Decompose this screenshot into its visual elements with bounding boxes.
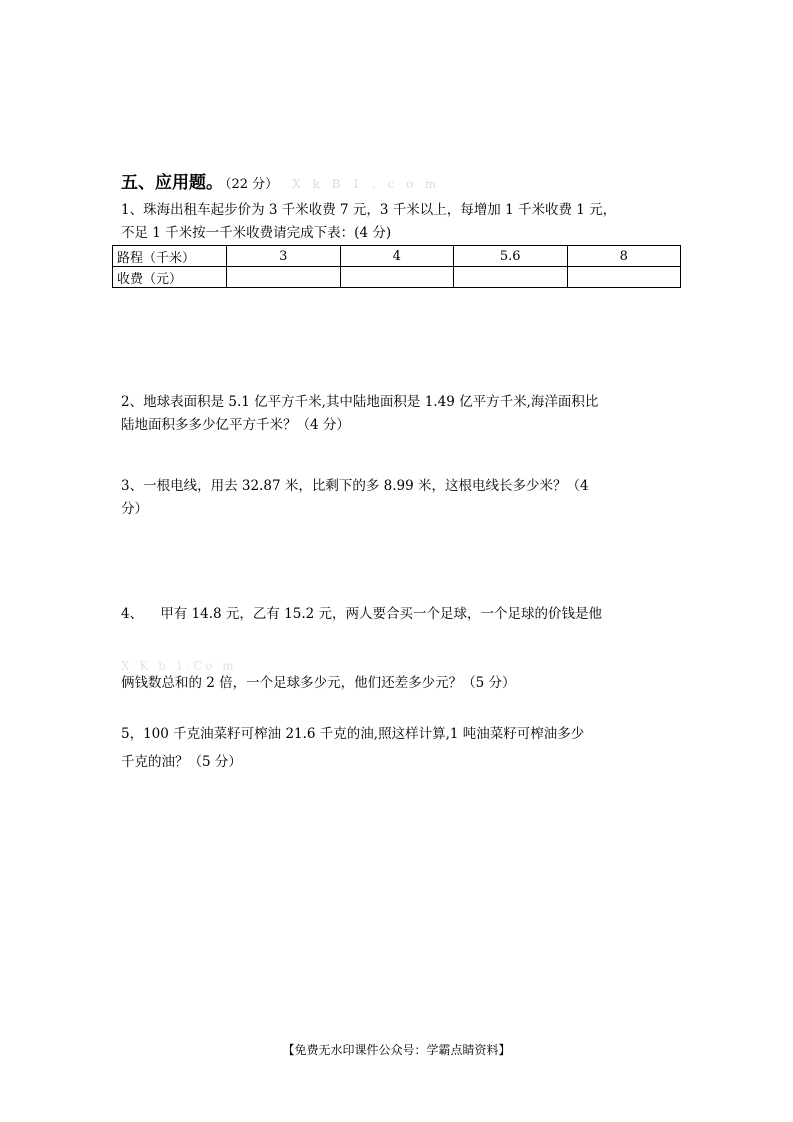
question-4 (121, 557, 602, 718)
question-1-line-1: 1、珠海出租车起步价为 3 千米收费 7 元，3 千米以上，每增加 1 千米收费 1 元， (121, 202, 617, 218)
distance-cell: 5.6 (454, 246, 568, 267)
question-3 (121, 475, 589, 521)
question-3-line-1: 3、一根电线，用去 32.87 米，比剩下的多 8.99 米，这根电线长多少米？（4 (121, 478, 589, 494)
watermark-text-2: X K b 1.Co m (121, 659, 237, 673)
question-2 (121, 391, 598, 437)
distance-cell: 4 (340, 246, 454, 267)
fee-answer-cell[interactable] (340, 267, 454, 288)
question-2-line-2: 陆地面积多多少亿平方千米？（4 分） (121, 417, 350, 433)
watermark-text: X k B 1 . c o m (292, 177, 441, 191)
distance-cell: 3 (227, 246, 341, 267)
fee-answer-cell[interactable] (227, 267, 341, 288)
question-5 (121, 720, 584, 776)
section-title-text: 五、应用题。 (121, 173, 223, 193)
fee-answer-cell[interactable] (454, 267, 568, 288)
question-4-line-1: 4、 甲有 14.8 元，乙有 15.2 元，两人要合买一个足球，一个足球的价钱是他 (121, 606, 603, 622)
row-header-fee: 收费（元） (113, 267, 227, 288)
fee-answer-cell[interactable] (567, 267, 681, 288)
footer-text: 【免费无水印课件公众号：学霸点睛资料】 (282, 1043, 511, 1057)
table-row-distance (113, 246, 681, 267)
question-2-line-1: 2、地球表面积是 5.1 亿平方千米,其中陆地面积是 1.49 亿平方千米,海洋面积比 (121, 394, 599, 410)
question-3-line-2: 分） (121, 501, 148, 517)
question-1-line-2: 不足 1 千米按一千米收费请完成下表：(4 分) (121, 225, 392, 241)
section-score: （22 分） (225, 177, 279, 192)
question-1 (121, 199, 616, 245)
question-5-line-1: 5，100 千克油菜籽可榨油 21.6 千克的油,照这样计算,1 吨油菜籽可榨油多少 (121, 726, 585, 742)
table-row-fee (113, 267, 681, 288)
section-title (121, 168, 440, 193)
fee-table (112, 245, 681, 288)
question-4-line-2: 俩钱数总和的 2 倍，一个足球多少元，他们还差多少元？（5 分） (121, 675, 516, 691)
row-header-distance: 路程（千米） (113, 246, 227, 267)
question-5-line-2: 千克的油？（5 分） (121, 754, 242, 770)
distance-cell: 8 (567, 246, 681, 267)
